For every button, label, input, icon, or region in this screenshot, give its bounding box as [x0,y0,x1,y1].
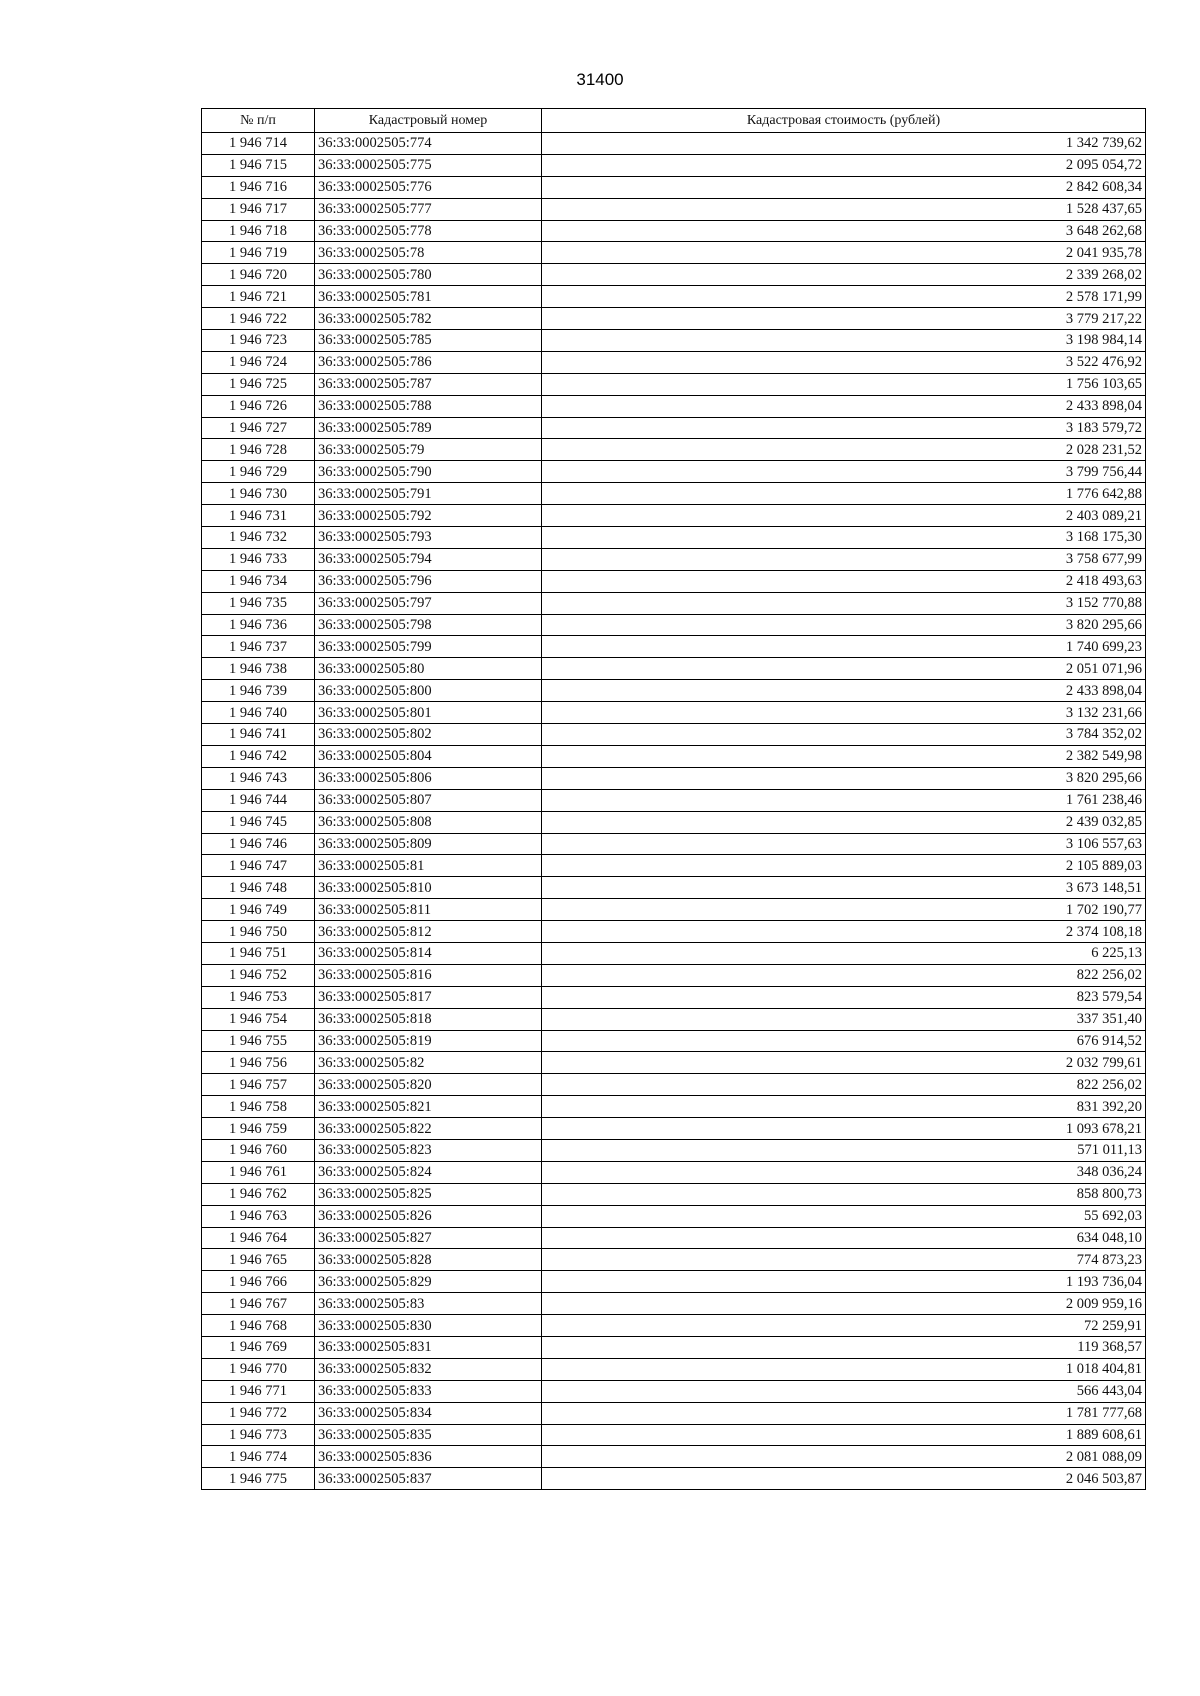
row-index-cell: 1 946 740 [202,702,315,724]
cadastral-number-cell: 36:33:0002505:828 [315,1249,542,1271]
cadastral-number-cell: 36:33:0002505:802 [315,724,542,746]
cadastral-number-cell: 36:33:0002505:806 [315,767,542,789]
row-index-cell: 1 946 728 [202,439,315,461]
cadastral-value-cell: 1 342 739,62 [542,133,1146,155]
row-index-cell: 1 946 771 [202,1380,315,1402]
column-header-index: № п/п [202,109,315,133]
table-row [202,1249,1146,1271]
table-row [202,1446,1146,1468]
cadastral-value-cell: 774 873,23 [542,1249,1146,1271]
cadastral-value-cell: 337 351,40 [542,1008,1146,1030]
cadastral-value-cell: 2 842 608,34 [542,176,1146,198]
cadastral-number-cell: 36:33:0002505:804 [315,745,542,767]
table-row [202,198,1146,220]
table-body [202,133,1146,1490]
cadastral-number-cell: 36:33:0002505:787 [315,373,542,395]
cadastral-number-cell: 36:33:0002505:774 [315,133,542,155]
cadastral-value-cell: 2 433 898,04 [542,395,1146,417]
table-row [202,286,1146,308]
cadastral-number-cell: 36:33:0002505:836 [315,1446,542,1468]
cadastral-value-cell: 3 799 756,44 [542,461,1146,483]
table-row [202,1118,1146,1140]
cadastral-value-cell: 2 009 959,16 [542,1293,1146,1315]
row-index-cell: 1 946 724 [202,351,315,373]
cadastral-value-cell: 1 702 190,77 [542,899,1146,921]
table-row [202,1402,1146,1424]
cadastral-value-cell: 823 579,54 [542,986,1146,1008]
row-index-cell: 1 946 770 [202,1358,315,1380]
table-row [202,614,1146,636]
table-row [202,351,1146,373]
cadastral-number-cell: 36:33:0002505:793 [315,527,542,549]
cadastral-number-cell: 36:33:0002505:824 [315,1161,542,1183]
cadastral-number-cell: 36:33:0002505:83 [315,1293,542,1315]
table-row [202,1096,1146,1118]
row-index-cell: 1 946 746 [202,833,315,855]
row-index-cell: 1 946 763 [202,1205,315,1227]
row-index-cell: 1 946 719 [202,242,315,264]
table-row [202,877,1146,899]
cadastral-number-cell: 36:33:0002505:786 [315,351,542,373]
table-row [202,1074,1146,1096]
row-index-cell: 1 946 772 [202,1402,315,1424]
table-row [202,789,1146,811]
cadastral-value-cell: 3 648 262,68 [542,220,1146,242]
row-index-cell: 1 946 774 [202,1446,315,1468]
cadastral-value-cell: 3 758 677,99 [542,548,1146,570]
table-row [202,1205,1146,1227]
cadastral-value-cell: 3 820 295,66 [542,614,1146,636]
row-index-cell: 1 946 725 [202,373,315,395]
cadastral-value-cell: 2 046 503,87 [542,1468,1146,1490]
cadastral-number-cell: 36:33:0002505:810 [315,877,542,899]
cadastral-number-cell: 36:33:0002505:780 [315,264,542,286]
row-index-cell: 1 946 738 [202,658,315,680]
table-row [202,1008,1146,1030]
cadastral-number-cell: 36:33:0002505:777 [315,198,542,220]
row-index-cell: 1 946 756 [202,1052,315,1074]
cadastral-value-cell: 119 368,57 [542,1336,1146,1358]
cadastral-value-cell: 2 081 088,09 [542,1446,1146,1468]
cadastral-value-cell: 3 673 148,51 [542,877,1146,899]
row-index-cell: 1 946 729 [202,461,315,483]
cadastral-value-cell: 831 392,20 [542,1096,1146,1118]
row-index-cell: 1 946 727 [202,417,315,439]
table-row [202,811,1146,833]
cadastral-value-cell: 3 132 231,66 [542,702,1146,724]
table-row [202,1380,1146,1402]
row-index-cell: 1 946 767 [202,1293,315,1315]
cadastral-value-cell: 3 152 770,88 [542,592,1146,614]
table-row [202,964,1146,986]
table-row [202,942,1146,964]
row-index-cell: 1 946 723 [202,330,315,352]
cadastral-value-cell: 2 339 268,02 [542,264,1146,286]
cadastral-number-cell: 36:33:0002505:833 [315,1380,542,1402]
row-index-cell: 1 946 718 [202,220,315,242]
cadastral-value-cell: 2 041 935,78 [542,242,1146,264]
table-row [202,220,1146,242]
cadastral-value-cell: 1 193 736,04 [542,1271,1146,1293]
row-index-cell: 1 946 722 [202,308,315,330]
cadastral-value-cell: 822 256,02 [542,964,1146,986]
table-row [202,833,1146,855]
column-header-cadastral-number: Кадастровый номер [315,109,542,133]
row-index-cell: 1 946 714 [202,133,315,155]
cadastral-value-cell: 1 781 777,68 [542,1402,1146,1424]
cadastral-number-cell: 36:33:0002505:826 [315,1205,542,1227]
cadastral-value-cell: 1 740 699,23 [542,636,1146,658]
cadastral-number-cell: 36:33:0002505:79 [315,439,542,461]
cadastral-number-cell: 36:33:0002505:830 [315,1315,542,1337]
cadastral-number-cell: 36:33:0002505:835 [315,1424,542,1446]
cadastral-number-cell: 36:33:0002505:788 [315,395,542,417]
table-row [202,176,1146,198]
row-index-cell: 1 946 716 [202,176,315,198]
table-row [202,921,1146,943]
cadastral-number-cell: 36:33:0002505:823 [315,1139,542,1161]
cadastral-value-cell: 3 522 476,92 [542,351,1146,373]
cadastral-number-cell: 36:33:0002505:831 [315,1336,542,1358]
row-index-cell: 1 946 747 [202,855,315,877]
row-index-cell: 1 946 754 [202,1008,315,1030]
cadastral-value-cell: 72 259,91 [542,1315,1146,1337]
table-row [202,592,1146,614]
cadastral-value-cell: 6 225,13 [542,942,1146,964]
row-index-cell: 1 946 748 [202,877,315,899]
cadastral-value-table [201,108,1146,1490]
table-row [202,439,1146,461]
table-row [202,680,1146,702]
cadastral-value-cell: 1 776 642,88 [542,483,1146,505]
cadastral-value-cell: 1 756 103,65 [542,373,1146,395]
cadastral-number-cell: 36:33:0002505:791 [315,483,542,505]
cadastral-number-cell: 36:33:0002505:794 [315,548,542,570]
table-row [202,483,1146,505]
table-row [202,395,1146,417]
cadastral-value-cell: 676 914,52 [542,1030,1146,1052]
row-index-cell: 1 946 757 [202,1074,315,1096]
table-row [202,373,1146,395]
cadastral-value-cell: 2 578 171,99 [542,286,1146,308]
cadastral-value-cell: 2 382 549,98 [542,745,1146,767]
table-row [202,1139,1146,1161]
cadastral-value-cell: 2 418 493,63 [542,570,1146,592]
row-index-cell: 1 946 755 [202,1030,315,1052]
row-index-cell: 1 946 775 [202,1468,315,1490]
cadastral-value-cell: 2 439 032,85 [542,811,1146,833]
table-row [202,1468,1146,1490]
cadastral-value-cell: 3 183 579,72 [542,417,1146,439]
row-index-cell: 1 946 731 [202,505,315,527]
row-index-cell: 1 946 753 [202,986,315,1008]
row-index-cell: 1 946 734 [202,570,315,592]
row-index-cell: 1 946 764 [202,1227,315,1249]
row-index-cell: 1 946 769 [202,1336,315,1358]
row-index-cell: 1 946 768 [202,1315,315,1337]
cadastral-number-cell: 36:33:0002505:775 [315,154,542,176]
row-index-cell: 1 946 758 [202,1096,315,1118]
cadastral-value-cell: 566 443,04 [542,1380,1146,1402]
table-row [202,308,1146,330]
cadastral-number-cell: 36:33:0002505:822 [315,1118,542,1140]
cadastral-number-cell: 36:33:0002505:80 [315,658,542,680]
row-index-cell: 1 946 726 [202,395,315,417]
cadastral-number-cell: 36:33:0002505:781 [315,286,542,308]
cadastral-value-cell: 2 374 108,18 [542,921,1146,943]
cadastral-value-cell: 3 106 557,63 [542,833,1146,855]
table-row [202,1293,1146,1315]
cadastral-value-cell: 2 095 054,72 [542,154,1146,176]
row-index-cell: 1 946 733 [202,548,315,570]
row-index-cell: 1 946 739 [202,680,315,702]
cadastral-number-cell: 36:33:0002505:789 [315,417,542,439]
cadastral-value-cell: 2 403 089,21 [542,505,1146,527]
table-header [202,109,1146,133]
row-index-cell: 1 946 717 [202,198,315,220]
table-row [202,1227,1146,1249]
cadastral-value-cell: 822 256,02 [542,1074,1146,1096]
cadastral-number-cell: 36:33:0002505:82 [315,1052,542,1074]
row-index-cell: 1 946 720 [202,264,315,286]
cadastral-number-cell: 36:33:0002505:816 [315,964,542,986]
cadastral-number-cell: 36:33:0002505:782 [315,308,542,330]
row-index-cell: 1 946 751 [202,942,315,964]
row-index-cell: 1 946 765 [202,1249,315,1271]
row-index-cell: 1 946 721 [202,286,315,308]
table-row [202,527,1146,549]
cadastral-value-cell: 55 692,03 [542,1205,1146,1227]
cadastral-number-cell: 36:33:0002505:812 [315,921,542,943]
table-row [202,636,1146,658]
cadastral-number-cell: 36:33:0002505:818 [315,1008,542,1030]
cadastral-number-cell: 36:33:0002505:814 [315,942,542,964]
table-row [202,855,1146,877]
cadastral-value-cell: 2 032 799,61 [542,1052,1146,1074]
table-row [202,702,1146,724]
table-row [202,1161,1146,1183]
cadastral-number-cell: 36:33:0002505:825 [315,1183,542,1205]
table-row [202,1271,1146,1293]
table-row [202,1315,1146,1337]
cadastral-number-cell: 36:33:0002505:832 [315,1358,542,1380]
cadastral-number-cell: 36:33:0002505:78 [315,242,542,264]
table-row [202,1030,1146,1052]
row-index-cell: 1 946 773 [202,1424,315,1446]
row-index-cell: 1 946 749 [202,899,315,921]
table-row [202,548,1146,570]
cadastral-value-cell: 3 198 984,14 [542,330,1146,352]
cadastral-value-cell: 3 784 352,02 [542,724,1146,746]
cadastral-number-cell: 36:33:0002505:808 [315,811,542,833]
table-row [202,330,1146,352]
row-index-cell: 1 946 762 [202,1183,315,1205]
row-index-cell: 1 946 736 [202,614,315,636]
table-row [202,264,1146,286]
table-row [202,1336,1146,1358]
cadastral-number-cell: 36:33:0002505:785 [315,330,542,352]
row-index-cell: 1 946 735 [202,592,315,614]
cadastral-value-cell: 1 528 437,65 [542,198,1146,220]
row-index-cell: 1 946 750 [202,921,315,943]
cadastral-value-cell: 2 105 889,03 [542,855,1146,877]
cadastral-value-cell: 3 168 175,30 [542,527,1146,549]
row-index-cell: 1 946 730 [202,483,315,505]
table-row [202,505,1146,527]
row-index-cell: 1 946 732 [202,527,315,549]
cadastral-number-cell: 36:33:0002505:811 [315,899,542,921]
row-index-cell: 1 946 752 [202,964,315,986]
cadastral-number-cell: 36:33:0002505:809 [315,833,542,855]
cadastral-value-cell: 2 028 231,52 [542,439,1146,461]
cadastral-value-cell: 3 820 295,66 [542,767,1146,789]
cadastral-value-cell: 858 800,73 [542,1183,1146,1205]
cadastral-number-cell: 36:33:0002505:778 [315,220,542,242]
table-row [202,724,1146,746]
cadastral-number-cell: 36:33:0002505:834 [315,1402,542,1424]
cadastral-number-cell: 36:33:0002505:837 [315,1468,542,1490]
row-index-cell: 1 946 715 [202,154,315,176]
row-index-cell: 1 946 760 [202,1139,315,1161]
cadastral-number-cell: 36:33:0002505:797 [315,592,542,614]
row-index-cell: 1 946 743 [202,767,315,789]
cadastral-number-cell: 36:33:0002505:817 [315,986,542,1008]
cadastral-value-cell: 3 779 217,22 [542,308,1146,330]
cadastral-number-cell: 36:33:0002505:81 [315,855,542,877]
cadastral-value-cell: 571 011,13 [542,1139,1146,1161]
cadastral-value-cell: 2 051 071,96 [542,658,1146,680]
cadastral-number-cell: 36:33:0002505:801 [315,702,542,724]
row-index-cell: 1 946 759 [202,1118,315,1140]
row-index-cell: 1 946 744 [202,789,315,811]
cadastral-number-cell: 36:33:0002505:800 [315,680,542,702]
cadastral-value-cell: 1 761 238,46 [542,789,1146,811]
row-index-cell: 1 946 761 [202,1161,315,1183]
column-header-cadastral-value: Кадастровая стоимость (рублей) [542,109,1146,133]
table-row [202,417,1146,439]
row-index-cell: 1 946 742 [202,745,315,767]
table-row [202,1358,1146,1380]
cadastral-number-cell: 36:33:0002505:819 [315,1030,542,1052]
table-row [202,133,1146,155]
table-row [202,1052,1146,1074]
row-index-cell: 1 946 745 [202,811,315,833]
cadastral-number-cell: 36:33:0002505:821 [315,1096,542,1118]
table-row [202,745,1146,767]
header-row [202,109,1146,133]
cadastral-value-cell: 1 018 404,81 [542,1358,1146,1380]
cadastral-number-cell: 36:33:0002505:829 [315,1271,542,1293]
cadastral-number-cell: 36:33:0002505:792 [315,505,542,527]
table-row [202,986,1146,1008]
cadastral-number-cell: 36:33:0002505:820 [315,1074,542,1096]
table-row [202,1424,1146,1446]
cadastral-number-cell: 36:33:0002505:776 [315,176,542,198]
page-number: 31400 [576,70,624,89]
table-row [202,461,1146,483]
table-row [202,899,1146,921]
row-index-cell: 1 946 741 [202,724,315,746]
cadastral-value-cell: 1 093 678,21 [542,1118,1146,1140]
table-row [202,570,1146,592]
cadastral-number-cell: 36:33:0002505:827 [315,1227,542,1249]
table-row [202,767,1146,789]
cadastral-number-cell: 36:33:0002505:807 [315,789,542,811]
cadastral-value-cell: 634 048,10 [542,1227,1146,1249]
row-index-cell: 1 946 766 [202,1271,315,1293]
cadastral-value-cell: 348 036,24 [542,1161,1146,1183]
cadastral-value-cell: 2 433 898,04 [542,680,1146,702]
cadastral-number-cell: 36:33:0002505:798 [315,614,542,636]
cadastral-number-cell: 36:33:0002505:799 [315,636,542,658]
table-row [202,658,1146,680]
row-index-cell: 1 946 737 [202,636,315,658]
table-row [202,154,1146,176]
cadastral-number-cell: 36:33:0002505:790 [315,461,542,483]
table-row [202,242,1146,264]
table-row [202,1183,1146,1205]
cadastral-value-cell: 1 889 608,61 [542,1424,1146,1446]
cadastral-number-cell: 36:33:0002505:796 [315,570,542,592]
